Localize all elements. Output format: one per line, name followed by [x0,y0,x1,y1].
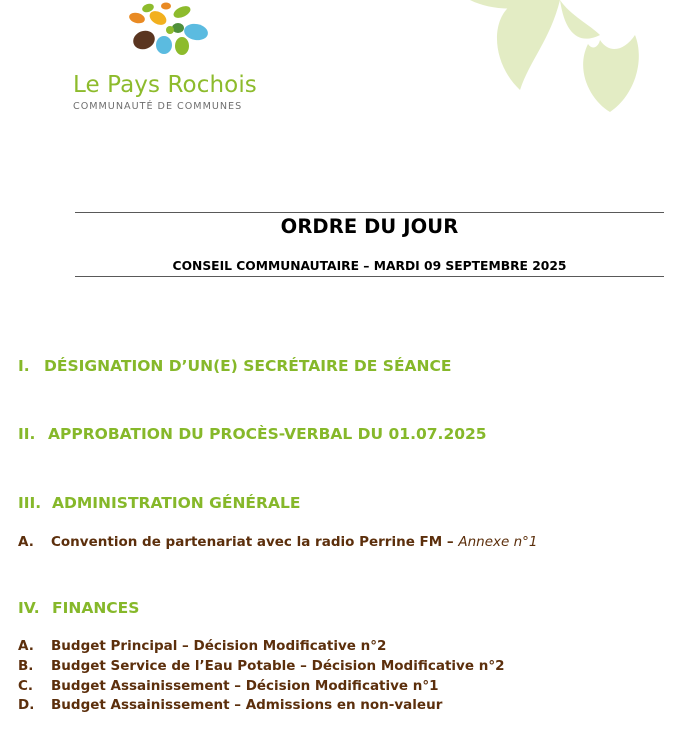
document-title: ORDRE DU JOUR [280,215,459,238]
item-letter: C. [18,678,34,694]
title-top-rule [75,212,664,213]
item-text: Budget Service de l’Eau Potable – Décision Modificative n°2 [51,658,505,674]
item-letter: A. [18,534,34,550]
flower-logo-icon [126,0,210,62]
item-letter: B. [18,658,34,674]
annex-reference: Annexe n°1 [458,534,538,550]
item-text: Budget Assainissement – Décision Modificative n°1 [51,678,439,694]
document-subtitle: CONSEIL COMMUNAUTAIRE – MARDI 09 SEPTEMBRE 2025 [172,259,567,273]
agenda-item [18,697,442,713]
section-title: ADMINISTRATION GÉNÉRALE [52,494,301,512]
section-heading [18,357,451,375]
item-letter: D. [18,697,35,713]
section-heading [18,599,139,617]
item-text: Convention de partenariat avec la radio Perrine FM – [51,534,459,550]
title-bottom-rule [75,276,664,277]
section-title: APPROBATION DU PROCÈS-VERBAL DU 01.07.2025 [48,425,487,443]
section-number: III. [18,494,42,512]
section-number: II. [18,425,36,443]
agenda-item [18,658,504,674]
decorative-leaves-icon [460,0,660,116]
item-text: Budget Assainissement – Admissions en non-valeur [51,697,443,713]
organization-logo [70,0,270,120]
organization-name: Le Pays Rochois [73,72,257,98]
section-title: DÉSIGNATION D’UN(E) SECRÉTAIRE DE SÉANCE [44,357,452,375]
section-number: IV. [18,599,40,617]
item-letter: A. [18,638,34,654]
agenda-item [18,678,439,694]
section-heading [18,425,487,443]
section-title: FINANCES [52,599,140,617]
section-number: I. [18,357,30,375]
agenda-item [18,638,386,654]
item-text: Budget Principal – Décision Modificative n°2 [51,638,387,654]
agenda-item [18,534,538,550]
section-heading [18,494,300,512]
organization-subtitle: COMMUNAUTÉ DE COMMUNES [73,101,243,112]
